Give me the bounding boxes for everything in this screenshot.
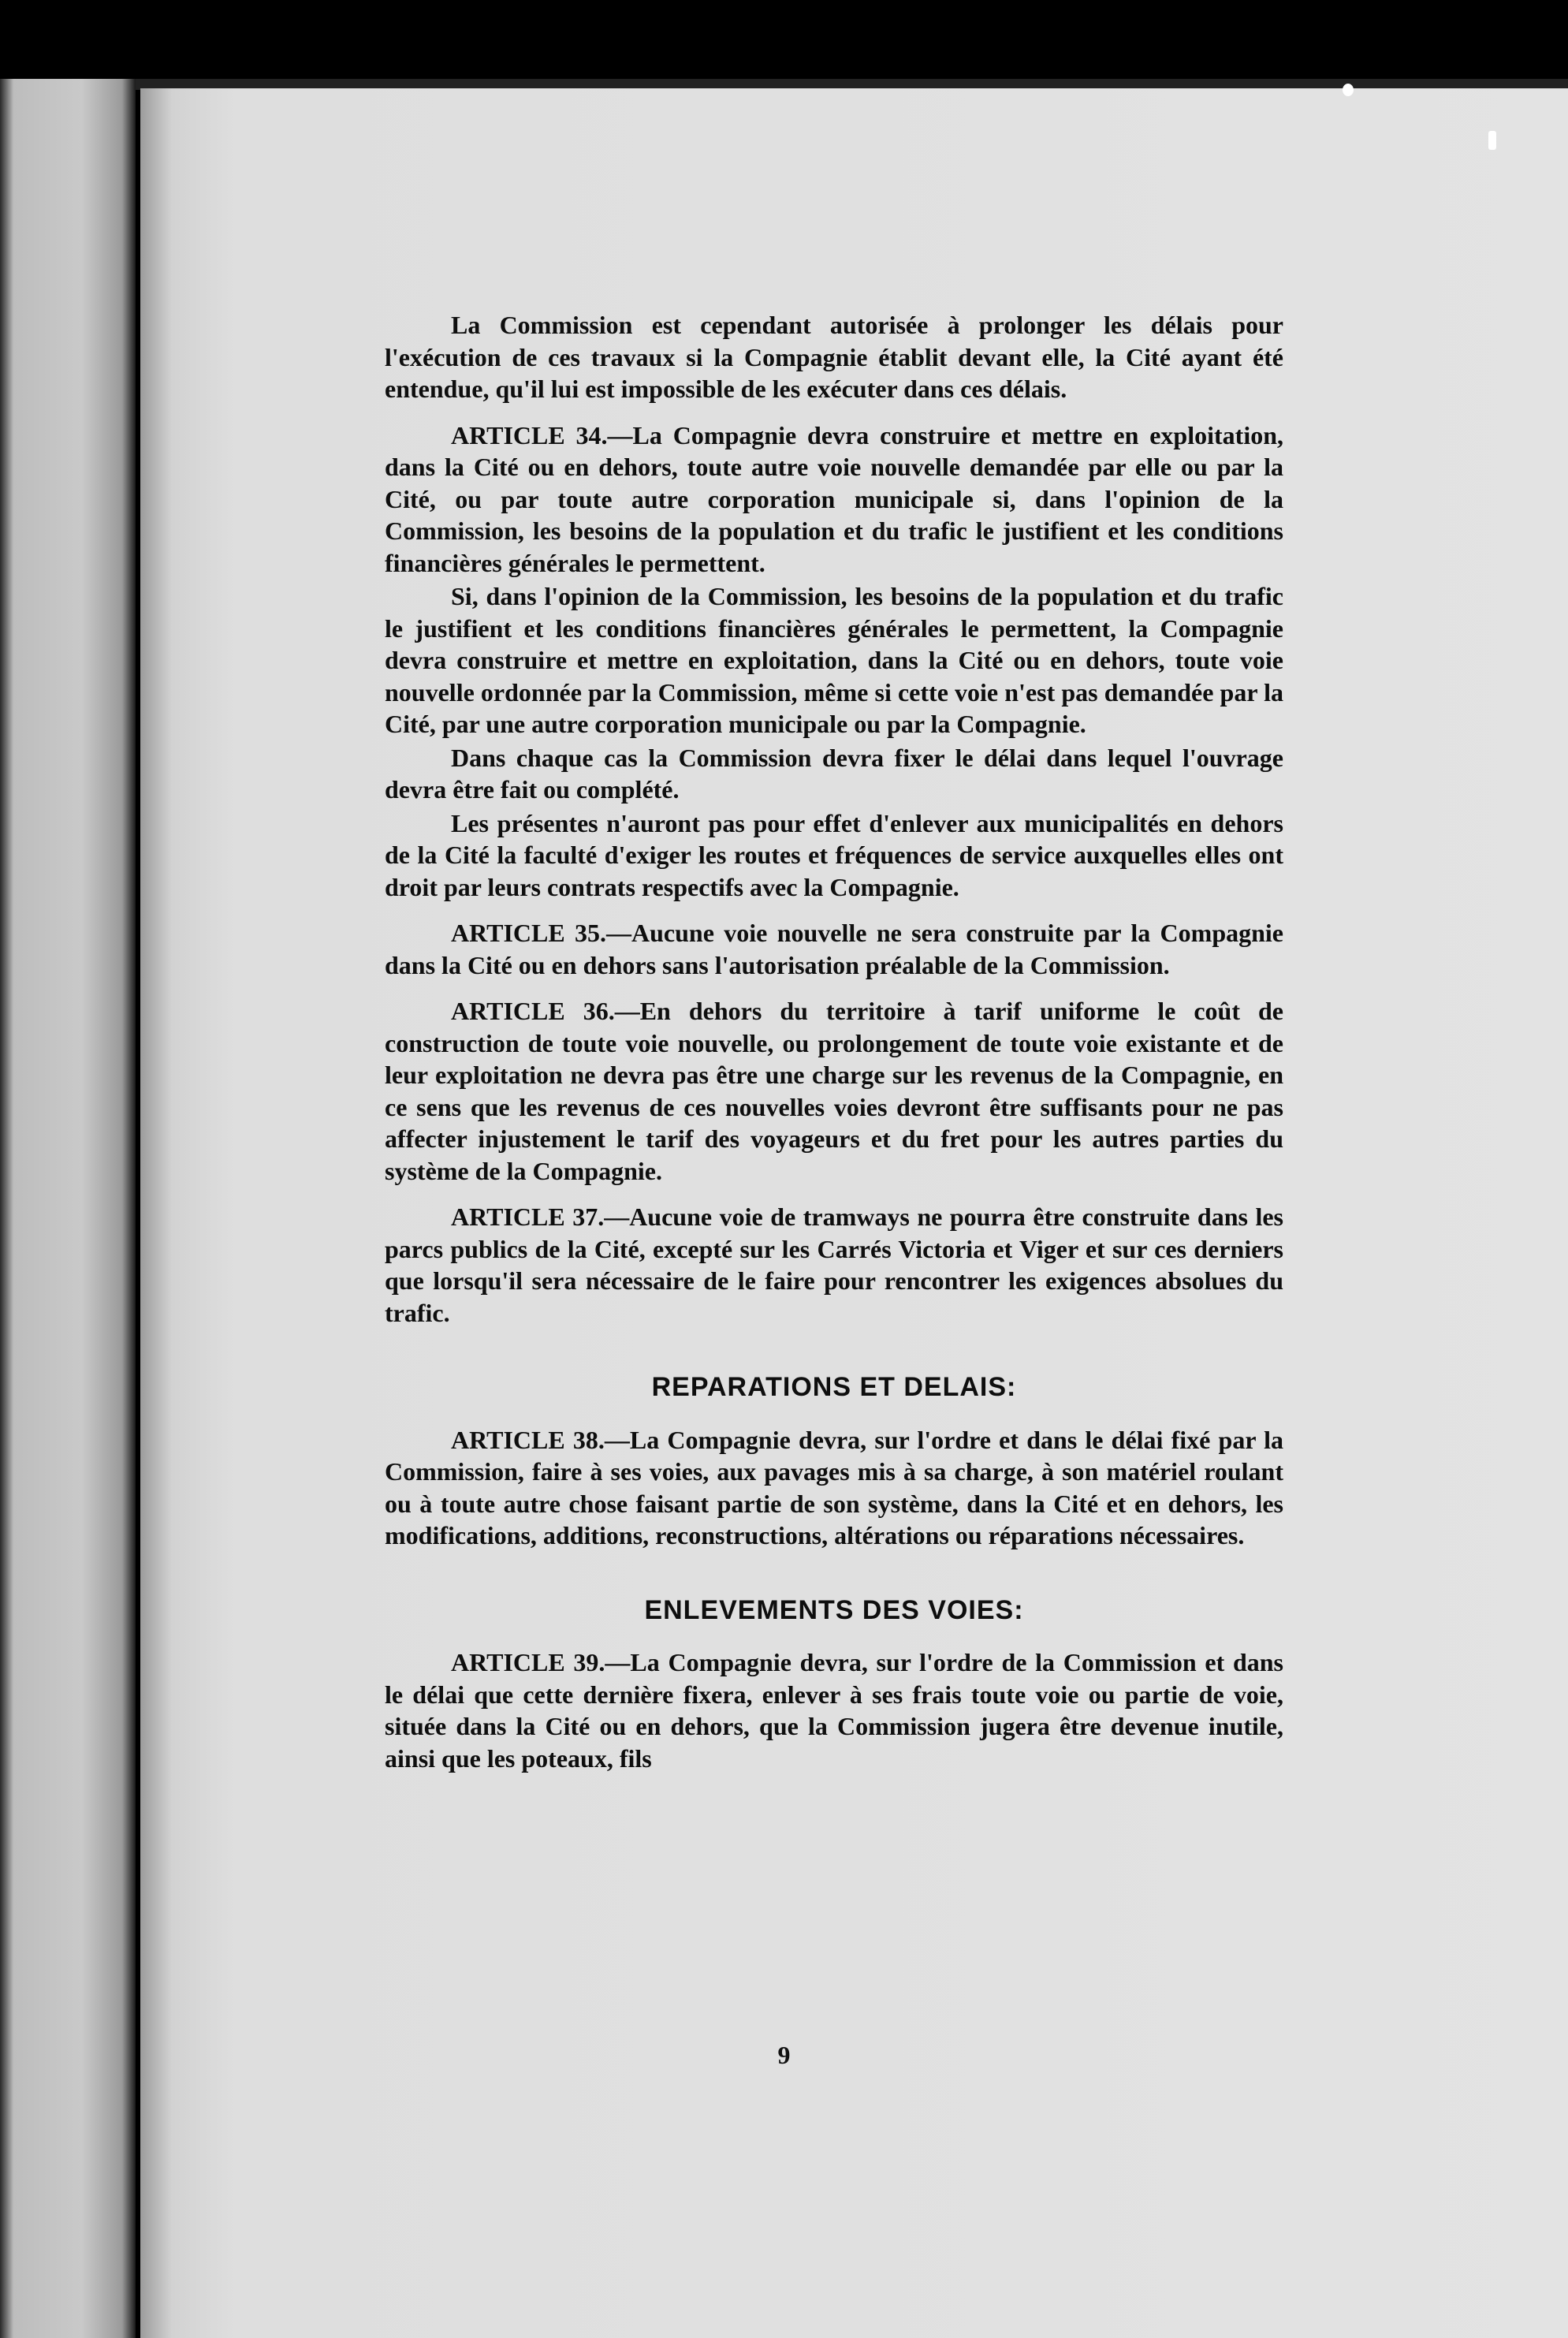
paragraph-voie-ordonnee: Si, dans l'opinion de la Commission, les besoins de la population et du trafic le justifient et les conditions financières générales le permettent, la Compagnie devra construire et mettre en exploitation, dans la Cité ou en dehors, toute voie nouvelle ordonnée par la Commission, même si cette voie n'est pas demandée par la Cité, par une autre corporation municipale ou par la Compagnie. — [385, 582, 1283, 738]
section-heading-reparations: REPARATIONS ET DELAIS: — [651, 1372, 1017, 1402]
paragraph-article-38: ARTICLE 38.—La Compagnie devra, sur l'ordre et dans le délai fixé par la Commission, faire à ses voies, aux pavages mis à sa charge, à son matériel roulant ou à toute autre chose faisant partie de son système, dans la Cité et en dehors, les modifications, additions, reconstructions, altérations ou réparations nécessaires. — [385, 1425, 1283, 1549]
section-heading-enlevements: ENLEVEMENTS DES VOIES: — [644, 1594, 1024, 1625]
scan-speck — [1343, 84, 1354, 96]
page-number: 9 — [777, 2041, 791, 2069]
paragraph-municipalites: Les présentes n'auront pas pour effet d'enlever aux municipalités en dehors de la Cité la faculté d'exiger les routes et fréquences de service auxquelles elles ont droit par leurs contrats respectifs avec la Compagnie. — [385, 808, 1283, 901]
adjacent-page-edge — [0, 79, 136, 2338]
scan-speck — [1488, 131, 1496, 150]
paragraph-article-34: ARTICLE 34.—La Compagnie devra construire et mettre en exploitation, dans la Cité ou en dehors, toute autre voie nouvelle demandée par elle ou par la Cité, ou par toute autre corporation municipale si, dans l'opinion de la Commission, les besoins de la population et du trafic le justifient et les conditions financières générales le permettent. — [385, 420, 1283, 577]
paragraph-delai-fixe: Dans chaque cas la Commission devra fixer le délai dans lequel l'ouvrage devra être fait ou complété. — [385, 743, 1283, 804]
paragraph-article-35: ARTICLE 35.—Aucune voie nouvelle ne sera construite par la Compagnie dans la Cité ou en dehors sans l'autorisation préalable de la Commission. — [385, 919, 1283, 979]
paragraph-article-39: ARTICLE 39.—La Compagnie devra, sur l'ordre de la Commission et dans le délai que cette dernière fixera, enlever à ses frais toute voie ou partie de voie, située dans la Cité ou en dehors, que la Commission jugera être devenue inutile, ainsi que les poteaux, fils — [385, 1648, 1283, 1773]
paragraph-commission-delais: La Commission est cependant autorisée à prolonger les délais pour l'exécution de ces travaux si la Compagnie établit devant elle, la Cité ayant été entendue, qu'il lui est impossible de les exécuter dans ces délais. — [385, 311, 1283, 403]
paragraph-article-37: ARTICLE 37.—Aucune voie de tramways ne pourra être construite dans les parcs publics de la Cité, excepté sur les Carrés Victoria et Viger et sur ces derniers que lorsqu'il sera nécessaire de le faire pour rencontrer les exigences absolues du trafic. — [385, 1203, 1283, 1327]
document-body — [385, 309, 1283, 1774]
paragraph-article-36: ARTICLE 36.—En dehors du territoire à tarif uniforme le coût de construction de toute voie nouvelle, ou prolongement de toute voie existante et de leur exploitation ne devra pas être une charge sur les revenus de la Compagnie, en ce sens que les revenus de ces nouvelles voies devront être suffisants pour ne pas affecter injustement le tarif des voyageurs et du fret pour les autres parties du système de la Compagnie. — [385, 997, 1283, 1185]
